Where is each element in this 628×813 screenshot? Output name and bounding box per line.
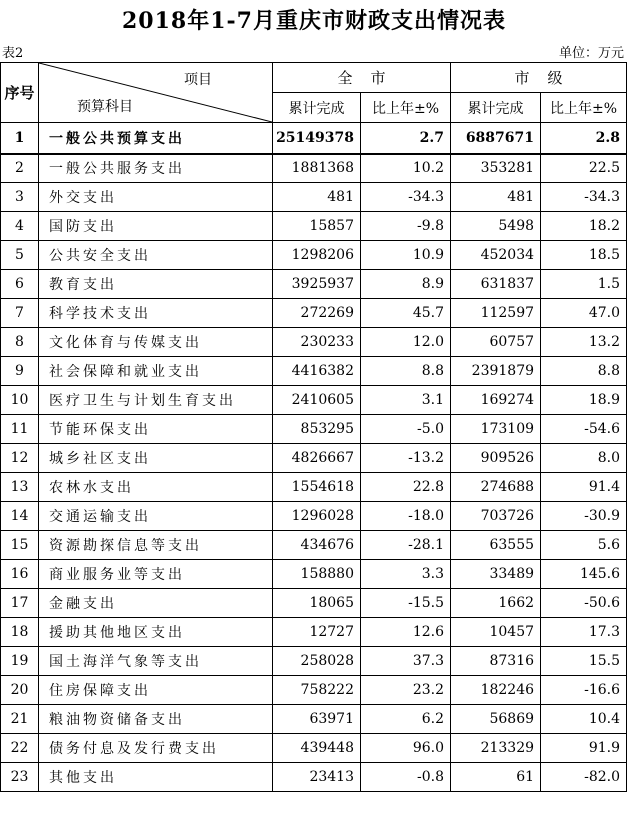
row-level-yoy: 18.5 bbox=[541, 241, 627, 270]
row-level-cum: 5498 bbox=[451, 212, 541, 241]
row-city-cum: 230233 bbox=[273, 328, 361, 357]
row-seq: 11 bbox=[1, 415, 39, 444]
row-city-cum: 1296028 bbox=[273, 502, 361, 531]
row-seq: 9 bbox=[1, 357, 39, 386]
row-level-cum: 353281 bbox=[451, 154, 541, 183]
page-title: 2018年1-7月重庆市财政支出情况表 bbox=[122, 8, 506, 34]
table-row bbox=[1, 473, 627, 502]
diagonal-line bbox=[39, 63, 272, 122]
row-city-cum: 481 bbox=[273, 183, 361, 212]
row-city-yoy: 6.2 bbox=[361, 705, 451, 734]
row-city-yoy: -5.0 bbox=[361, 415, 451, 444]
row-city-yoy: 45.7 bbox=[361, 299, 451, 328]
header-cum-all: 累计完成 bbox=[273, 93, 361, 123]
row-level-cum: 1662 bbox=[451, 589, 541, 618]
table-row bbox=[1, 212, 627, 241]
row-seq: 8 bbox=[1, 328, 39, 357]
row-city-cum: 63971 bbox=[273, 705, 361, 734]
header-item: 项目 bbox=[184, 72, 212, 88]
row-seq: 10 bbox=[1, 386, 39, 415]
row-city-cum: 272269 bbox=[273, 299, 361, 328]
row-level-yoy: 2.8 bbox=[541, 123, 627, 154]
row-level-cum: 182246 bbox=[451, 676, 541, 705]
row-subject: 其他支出 bbox=[39, 763, 273, 792]
row-city-yoy: 96.0 bbox=[361, 734, 451, 763]
row-level-yoy: 5.6 bbox=[541, 531, 627, 560]
row-seq: 7 bbox=[1, 299, 39, 328]
table-row bbox=[1, 647, 627, 676]
table-row bbox=[1, 123, 627, 154]
row-city-cum: 18065 bbox=[273, 589, 361, 618]
table-row bbox=[1, 183, 627, 212]
table-row bbox=[1, 415, 627, 444]
row-seq: 20 bbox=[1, 676, 39, 705]
row-city-cum: 1298206 bbox=[273, 241, 361, 270]
row-seq: 16 bbox=[1, 560, 39, 589]
row-seq: 13 bbox=[1, 473, 39, 502]
header-seq: 序号 bbox=[1, 63, 39, 123]
row-city-cum: 758222 bbox=[273, 676, 361, 705]
table-row bbox=[1, 705, 627, 734]
row-subject: 一般公共预算支出 bbox=[39, 123, 273, 154]
row-city-yoy: -13.2 bbox=[361, 444, 451, 473]
row-city-yoy: 10.9 bbox=[361, 241, 451, 270]
row-level-cum: 213329 bbox=[451, 734, 541, 763]
row-subject: 商业服务业等支出 bbox=[39, 560, 273, 589]
row-subject: 资源勘探信息等支出 bbox=[39, 531, 273, 560]
row-subject: 节能环保支出 bbox=[39, 415, 273, 444]
row-city-cum: 439448 bbox=[273, 734, 361, 763]
row-level-yoy: -16.6 bbox=[541, 676, 627, 705]
row-level-yoy: 13.2 bbox=[541, 328, 627, 357]
row-seq: 6 bbox=[1, 270, 39, 299]
row-city-yoy: 22.8 bbox=[361, 473, 451, 502]
row-seq: 4 bbox=[1, 212, 39, 241]
row-level-yoy: 145.6 bbox=[541, 560, 627, 589]
row-city-yoy: -18.0 bbox=[361, 502, 451, 531]
row-level-cum: 909526 bbox=[451, 444, 541, 473]
row-level-cum: 631837 bbox=[451, 270, 541, 299]
row-level-cum: 87316 bbox=[451, 647, 541, 676]
row-subject: 国土海洋气象等支出 bbox=[39, 647, 273, 676]
row-seq: 17 bbox=[1, 589, 39, 618]
row-level-cum: 56869 bbox=[451, 705, 541, 734]
table-row bbox=[1, 618, 627, 647]
row-seq: 21 bbox=[1, 705, 39, 734]
row-city-yoy: 3.3 bbox=[361, 560, 451, 589]
row-seq: 1 bbox=[1, 123, 39, 154]
row-level-yoy: 22.5 bbox=[541, 154, 627, 183]
row-level-yoy: 8.8 bbox=[541, 357, 627, 386]
expenditure-table bbox=[0, 62, 627, 792]
table-row bbox=[1, 502, 627, 531]
row-subject: 社会保障和就业支出 bbox=[39, 357, 273, 386]
row-level-yoy: 10.4 bbox=[541, 705, 627, 734]
row-subject: 城乡社区支出 bbox=[39, 444, 273, 473]
row-subject: 援助其他地区支出 bbox=[39, 618, 273, 647]
table-row bbox=[1, 241, 627, 270]
row-level-cum: 112597 bbox=[451, 299, 541, 328]
row-level-yoy: 1.5 bbox=[541, 270, 627, 299]
row-level-yoy: 91.9 bbox=[541, 734, 627, 763]
row-level-yoy: 18.2 bbox=[541, 212, 627, 241]
table-row bbox=[1, 386, 627, 415]
row-subject: 医疗卫生与计划生育支出 bbox=[39, 386, 273, 415]
row-level-yoy: -54.6 bbox=[541, 415, 627, 444]
row-city-yoy: -15.5 bbox=[361, 589, 451, 618]
row-level-cum: 274688 bbox=[451, 473, 541, 502]
row-city-yoy: 8.8 bbox=[361, 357, 451, 386]
row-level-yoy: -50.6 bbox=[541, 589, 627, 618]
row-city-cum: 1881368 bbox=[273, 154, 361, 183]
row-subject: 粮油物资储备支出 bbox=[39, 705, 273, 734]
unit-label: 单位：万元 bbox=[558, 46, 624, 61]
header-yoy-level: 比上年±% bbox=[541, 93, 627, 123]
row-city-cum: 12727 bbox=[273, 618, 361, 647]
row-city-yoy: 12.6 bbox=[361, 618, 451, 647]
row-city-cum: 4826667 bbox=[273, 444, 361, 473]
row-level-cum: 10457 bbox=[451, 618, 541, 647]
table-number: 表2 bbox=[2, 46, 24, 61]
header-cum-level: 累计完成 bbox=[451, 93, 541, 123]
header-item-diagonal bbox=[39, 63, 273, 123]
row-city-cum: 4416382 bbox=[273, 357, 361, 386]
table-row bbox=[1, 676, 627, 705]
row-level-cum: 169274 bbox=[451, 386, 541, 415]
table-row bbox=[1, 763, 627, 792]
row-subject: 交通运输支出 bbox=[39, 502, 273, 531]
row-seq: 22 bbox=[1, 734, 39, 763]
row-level-cum: 452034 bbox=[451, 241, 541, 270]
row-city-cum: 1554618 bbox=[273, 473, 361, 502]
row-seq: 19 bbox=[1, 647, 39, 676]
row-seq: 12 bbox=[1, 444, 39, 473]
row-subject: 农林水支出 bbox=[39, 473, 273, 502]
row-city-cum: 23413 bbox=[273, 763, 361, 792]
row-subject: 公共安全支出 bbox=[39, 241, 273, 270]
row-city-cum: 434676 bbox=[273, 531, 361, 560]
row-seq: 15 bbox=[1, 531, 39, 560]
row-level-cum: 2391879 bbox=[451, 357, 541, 386]
row-subject: 国防支出 bbox=[39, 212, 273, 241]
row-level-cum: 481 bbox=[451, 183, 541, 212]
row-level-yoy: 17.3 bbox=[541, 618, 627, 647]
row-city-yoy: 10.2 bbox=[361, 154, 451, 183]
row-subject: 金融支出 bbox=[39, 589, 273, 618]
row-level-yoy: 8.0 bbox=[541, 444, 627, 473]
row-subject: 科学技术支出 bbox=[39, 299, 273, 328]
row-city-cum: 2410605 bbox=[273, 386, 361, 415]
table-row bbox=[1, 444, 627, 473]
row-city-yoy: -34.3 bbox=[361, 183, 451, 212]
row-subject: 外交支出 bbox=[39, 183, 273, 212]
row-city-cum: 3925937 bbox=[273, 270, 361, 299]
row-subject: 文化体育与传媒支出 bbox=[39, 328, 273, 357]
row-level-cum: 63555 bbox=[451, 531, 541, 560]
row-level-yoy: 91.4 bbox=[541, 473, 627, 502]
header-city-level: 市级 bbox=[451, 63, 627, 93]
row-seq: 18 bbox=[1, 618, 39, 647]
row-level-cum: 6887671 bbox=[451, 123, 541, 154]
row-city-yoy: -0.8 bbox=[361, 763, 451, 792]
row-subject: 住房保障支出 bbox=[39, 676, 273, 705]
row-city-yoy: -28.1 bbox=[361, 531, 451, 560]
row-seq: 23 bbox=[1, 763, 39, 792]
table-row bbox=[1, 734, 627, 763]
row-city-yoy: 3.1 bbox=[361, 386, 451, 415]
header-subject: 预算科目 bbox=[77, 99, 133, 115]
row-city-cum: 258028 bbox=[273, 647, 361, 676]
header-city-all: 全市 bbox=[273, 63, 451, 93]
row-level-yoy: 47.0 bbox=[541, 299, 627, 328]
row-city-yoy: 37.3 bbox=[361, 647, 451, 676]
row-city-cum: 25149378 bbox=[273, 123, 361, 154]
table-row bbox=[1, 560, 627, 589]
row-seq: 3 bbox=[1, 183, 39, 212]
row-city-yoy: 2.7 bbox=[361, 123, 451, 154]
row-city-yoy: 12.0 bbox=[361, 328, 451, 357]
row-level-cum: 61 bbox=[451, 763, 541, 792]
row-city-cum: 15857 bbox=[273, 212, 361, 241]
row-level-yoy: -82.0 bbox=[541, 763, 627, 792]
row-subject: 一般公共服务支出 bbox=[39, 154, 273, 183]
header-yoy-all: 比上年±% bbox=[361, 93, 451, 123]
row-city-cum: 853295 bbox=[273, 415, 361, 444]
row-level-yoy: 15.5 bbox=[541, 647, 627, 676]
table-row bbox=[1, 589, 627, 618]
row-level-yoy: -30.9 bbox=[541, 502, 627, 531]
table-row bbox=[1, 357, 627, 386]
row-level-yoy: 18.9 bbox=[541, 386, 627, 415]
table-row bbox=[1, 270, 627, 299]
row-city-yoy: 8.9 bbox=[361, 270, 451, 299]
table-row bbox=[1, 299, 627, 328]
row-subject: 教育支出 bbox=[39, 270, 273, 299]
table-row bbox=[1, 328, 627, 357]
row-level-yoy: -34.3 bbox=[541, 183, 627, 212]
row-level-cum: 703726 bbox=[451, 502, 541, 531]
table-row bbox=[1, 531, 627, 560]
table-row bbox=[1, 154, 627, 183]
row-city-yoy: 23.2 bbox=[361, 676, 451, 705]
row-seq: 2 bbox=[1, 154, 39, 183]
row-level-cum: 173109 bbox=[451, 415, 541, 444]
row-city-cum: 158880 bbox=[273, 560, 361, 589]
row-city-yoy: -9.8 bbox=[361, 212, 451, 241]
row-seq: 14 bbox=[1, 502, 39, 531]
row-seq: 5 bbox=[1, 241, 39, 270]
row-subject: 债务付息及发行费支出 bbox=[39, 734, 273, 763]
row-level-cum: 60757 bbox=[451, 328, 541, 357]
row-level-cum: 33489 bbox=[451, 560, 541, 589]
